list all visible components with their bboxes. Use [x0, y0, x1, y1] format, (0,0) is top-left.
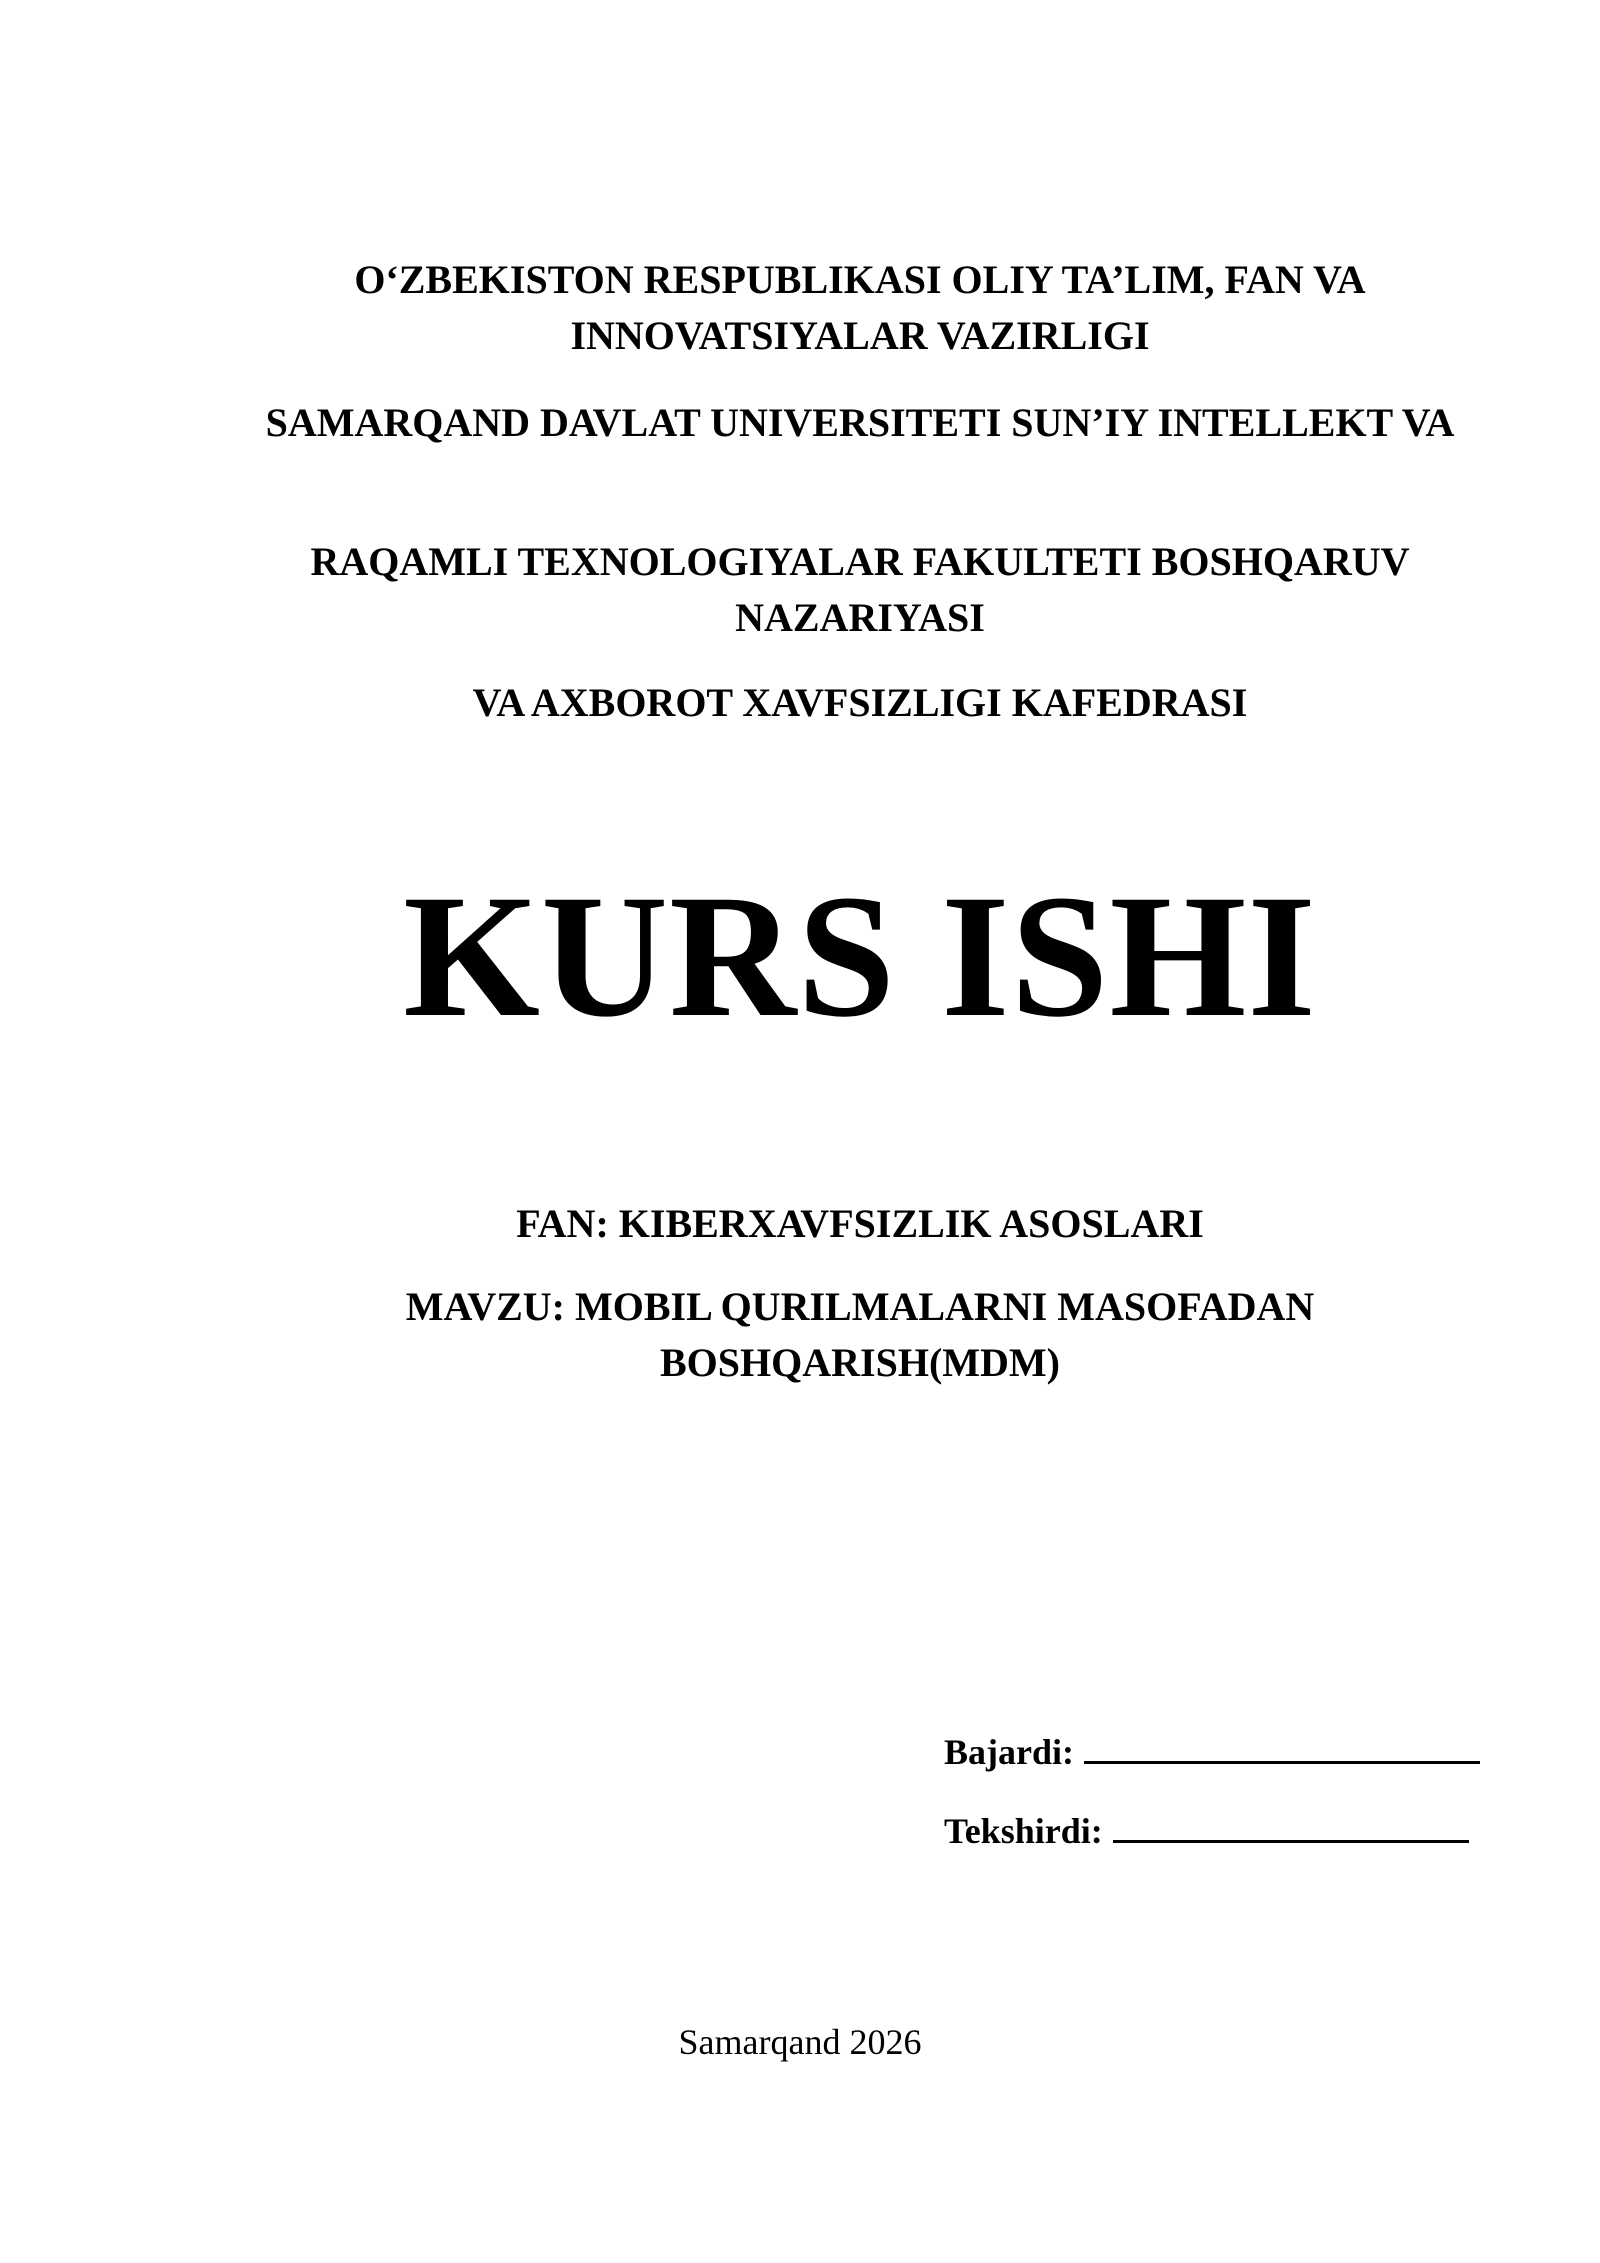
checked-by-label: Tekshirdi: [944, 1811, 1103, 1851]
ministry-heading: O‘ZBEKISTON RESPUBLIKASI OLIY TA’LIM, FAN VA INNOVATSIYALAR VAZIRLIGI [354, 257, 1366, 358]
performed-by-label: Bajardi: [944, 1732, 1074, 1772]
subject-line: FAN: KIBERXAVFSIZLIK ASOSLARI [516, 1201, 1204, 1246]
checked-by-row [944, 1806, 1504, 1855]
university-heading: SAMARQAND DAVLAT UNIVERSITETI SUN’IY INTELLEKT VA [265, 400, 1455, 445]
checked-by-signature-line [1113, 1806, 1469, 1843]
topic-line: MAVZU: MOBIL QURILMALARNI MASOFADAN BOSHQARISH(MDM) [405, 1284, 1315, 1385]
document-title: KURS ISHI [403, 859, 1317, 1054]
faculty-heading: RAQAMLI TEXNOLOGIYALAR FAKULTETI BOSHQARUV NAZARIYASI [310, 539, 1410, 640]
city-year-footer: Samarqand 2026 [678, 2022, 922, 2062]
performed-by-signature-line [1084, 1727, 1480, 1764]
performed-by-row [944, 1727, 1504, 1776]
department-heading: VA AXBOROT XAVFSIZLIGI KAFEDRASI [472, 680, 1248, 725]
